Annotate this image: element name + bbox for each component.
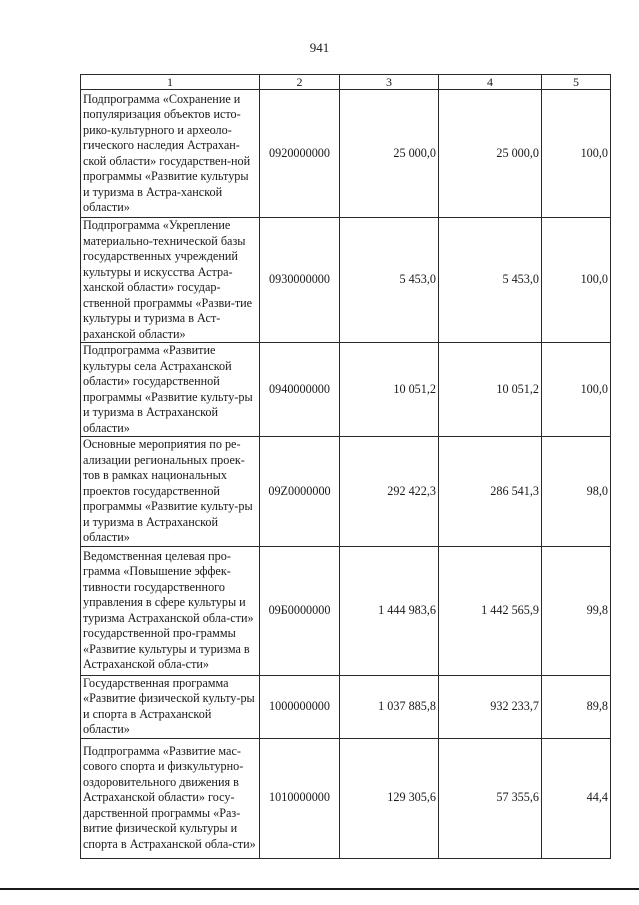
executed-amount: 932 233,7 [439, 675, 542, 738]
execution-percent: 89,8 [542, 675, 611, 738]
program-name: Подпрограмма «Сохранение и популяризация объектов исто-рико-культурного и археоло-гического наследия Астрахан-ской области» государствен-ной программы «Развитие культуры и туризма в Астра-ханской области» [81, 90, 260, 218]
column-header-5: 5 [542, 75, 611, 90]
executed-amount: 10 051,2 [439, 343, 542, 437]
table-row [81, 90, 611, 218]
execution-percent: 100,0 [542, 218, 611, 343]
table-row [81, 437, 611, 547]
executed-amount: 5 453,0 [439, 218, 542, 343]
budget-table [80, 74, 611, 859]
program-name: Подпрограмма «Развитие мас-сового спорта и физкультурно-оздоровительного движения в Астраханской области» госу-дарственной программы «Раз-витие физической культуры и спорта в Астраханской обла-сти» [81, 738, 260, 858]
planned-amount: 10 051,2 [340, 343, 439, 437]
execution-percent: 44,4 [542, 738, 611, 858]
planned-amount: 1 444 983,6 [340, 546, 439, 675]
column-header-3: 3 [340, 75, 439, 90]
program-code: 0920000000 [260, 90, 340, 218]
program-code: 09Б0000000 [260, 546, 340, 675]
planned-amount: 129 305,6 [340, 738, 439, 858]
executed-amount: 25 000,0 [439, 90, 542, 218]
program-code: 1000000000 [260, 675, 340, 738]
table-row [81, 343, 611, 437]
table-row [81, 546, 611, 675]
execution-percent: 100,0 [542, 343, 611, 437]
executed-amount: 1 442 565,9 [439, 546, 542, 675]
column-header-4: 4 [439, 75, 542, 90]
execution-percent: 99,8 [542, 546, 611, 675]
table-row [81, 675, 611, 738]
program-name: Основные мероприятия по ре-ализации региональных проек-тов в рамках национальных проектов государственной программы «Развитие культу-ры и туризма в Астраханской области» [81, 437, 260, 547]
column-header-2: 2 [260, 75, 340, 90]
execution-percent: 100,0 [542, 90, 611, 218]
header-row [81, 75, 611, 90]
table-body [81, 90, 611, 859]
page-number: 941 [309, 40, 330, 55]
program-code: 1010000000 [260, 738, 340, 858]
execution-percent: 98,0 [542, 437, 611, 547]
program-code: 0940000000 [260, 343, 340, 437]
program-code: 09Z0000000 [260, 437, 340, 547]
executed-amount: 286 541,3 [439, 437, 542, 547]
planned-amount: 25 000,0 [340, 90, 439, 218]
page-bottom-rule [0, 888, 639, 890]
table-row [81, 738, 611, 858]
program-name: Ведомственная целевая про-грамма «Повышение эффек-тивности государственного управления в сфере культуры и туризма Астраханской обла-сти» государственной про-граммы «Развитие культуры и туризма в Астраханской обла-сти» [81, 546, 260, 675]
program-name: Государственная программа «Развитие физической культу-ры и спорта в Астраханской области» [81, 675, 260, 738]
program-name: Подпрограмма «Развитие культуры села Астраханской области» государственной программы «Развитие культу-ры и туризма в Астраханской области» [81, 343, 260, 437]
planned-amount: 5 453,0 [340, 218, 439, 343]
program-code: 0930000000 [260, 218, 340, 343]
table-row [81, 218, 611, 343]
planned-amount: 292 422,3 [340, 437, 439, 547]
table-header [81, 75, 611, 90]
planned-amount: 1 037 885,8 [340, 675, 439, 738]
program-name: Подпрограмма «Укрепление материально-технической базы государственных учреждений культуры и искусства Астра-ханской области» государ-ственной программы «Разви-тие культуры и туризма в Аст-раханской области» [81, 218, 260, 343]
executed-amount: 57 355,6 [439, 738, 542, 858]
column-header-1: 1 [81, 75, 260, 90]
